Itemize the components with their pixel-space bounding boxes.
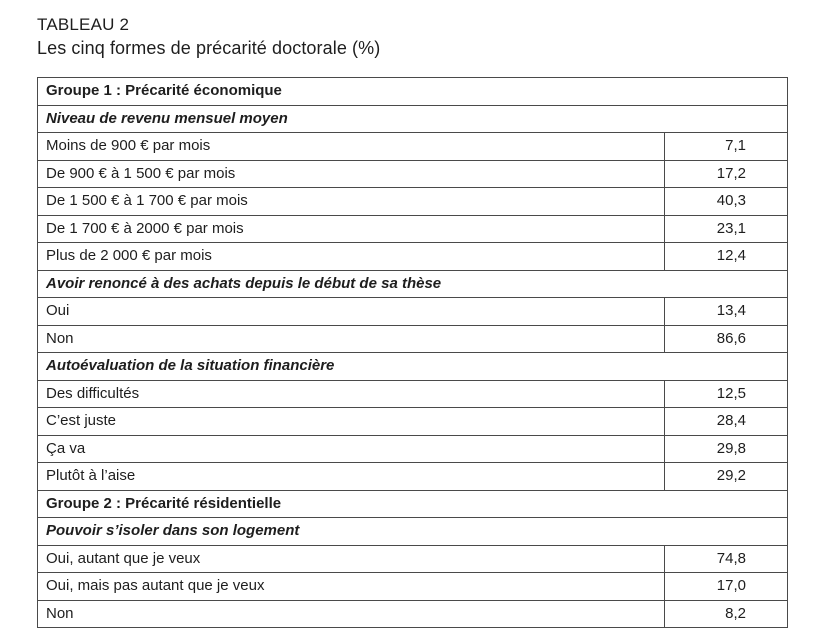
table-row (38, 215, 788, 243)
row-label: Non (38, 325, 665, 353)
row-label: Ça va (38, 435, 665, 463)
row-label: Oui (38, 298, 665, 326)
table-title: Les cinq formes de précarité doctorale (%) (37, 38, 381, 58)
table-number: TABLEAU 2 (37, 15, 130, 34)
section-title: Niveau de revenu mensuel moyen (38, 105, 788, 133)
section-header-row (38, 353, 788, 381)
section-header-row (38, 105, 788, 133)
section-title: Avoir renoncé à des achats depuis le début de sa thèse (38, 270, 788, 298)
table-row (38, 380, 788, 408)
row-value: 13,4 (665, 298, 788, 326)
group-title: Groupe 1 : Précarité économique (38, 78, 788, 106)
table-row (38, 133, 788, 161)
row-label: De 900 € à 1 500 € par mois (38, 160, 665, 188)
row-value: 40,3 (665, 188, 788, 216)
table-caption (37, 14, 380, 60)
table-row (38, 435, 788, 463)
row-label: C’est juste (38, 408, 665, 436)
row-label: De 1 500 € à 1 700 € par mois (38, 188, 665, 216)
table-body (38, 78, 788, 628)
table-row (38, 188, 788, 216)
row-value: 8,2 (665, 600, 788, 628)
table-row (38, 325, 788, 353)
row-value: 12,4 (665, 243, 788, 271)
row-label: Moins de 900 € par mois (38, 133, 665, 161)
row-value: 17,0 (665, 573, 788, 601)
table-row (38, 408, 788, 436)
row-value: 28,4 (665, 408, 788, 436)
table-row (38, 573, 788, 601)
row-label: Plus de 2 000 € par mois (38, 243, 665, 271)
row-value: 23,1 (665, 215, 788, 243)
table-row (38, 600, 788, 628)
group-title: Groupe 2 : Précarité résidentielle (38, 490, 788, 518)
row-label: De 1 700 € à 2000 € par mois (38, 215, 665, 243)
section-title: Autoévaluation de la situation financière (38, 353, 788, 381)
data-table (37, 77, 788, 628)
section-title: Pouvoir s’isoler dans son logement (38, 518, 788, 546)
row-value: 74,8 (665, 545, 788, 573)
row-value: 7,1 (665, 133, 788, 161)
table-row (38, 298, 788, 326)
table-row (38, 545, 788, 573)
row-label: Plutôt à l’aise (38, 463, 665, 491)
row-value: 29,8 (665, 435, 788, 463)
section-header-row (38, 518, 788, 546)
section-header-row (38, 270, 788, 298)
row-label: Oui, autant que je veux (38, 545, 665, 573)
table-row (38, 463, 788, 491)
group-header-row (38, 78, 788, 106)
row-value: 12,5 (665, 380, 788, 408)
row-label: Non (38, 600, 665, 628)
row-value: 17,2 (665, 160, 788, 188)
row-value: 86,6 (665, 325, 788, 353)
row-label: Des difficultés (38, 380, 665, 408)
group-header-row (38, 490, 788, 518)
table-row (38, 243, 788, 271)
table-row (38, 160, 788, 188)
row-label: Oui, mais pas autant que je veux (38, 573, 665, 601)
row-value: 29,2 (665, 463, 788, 491)
